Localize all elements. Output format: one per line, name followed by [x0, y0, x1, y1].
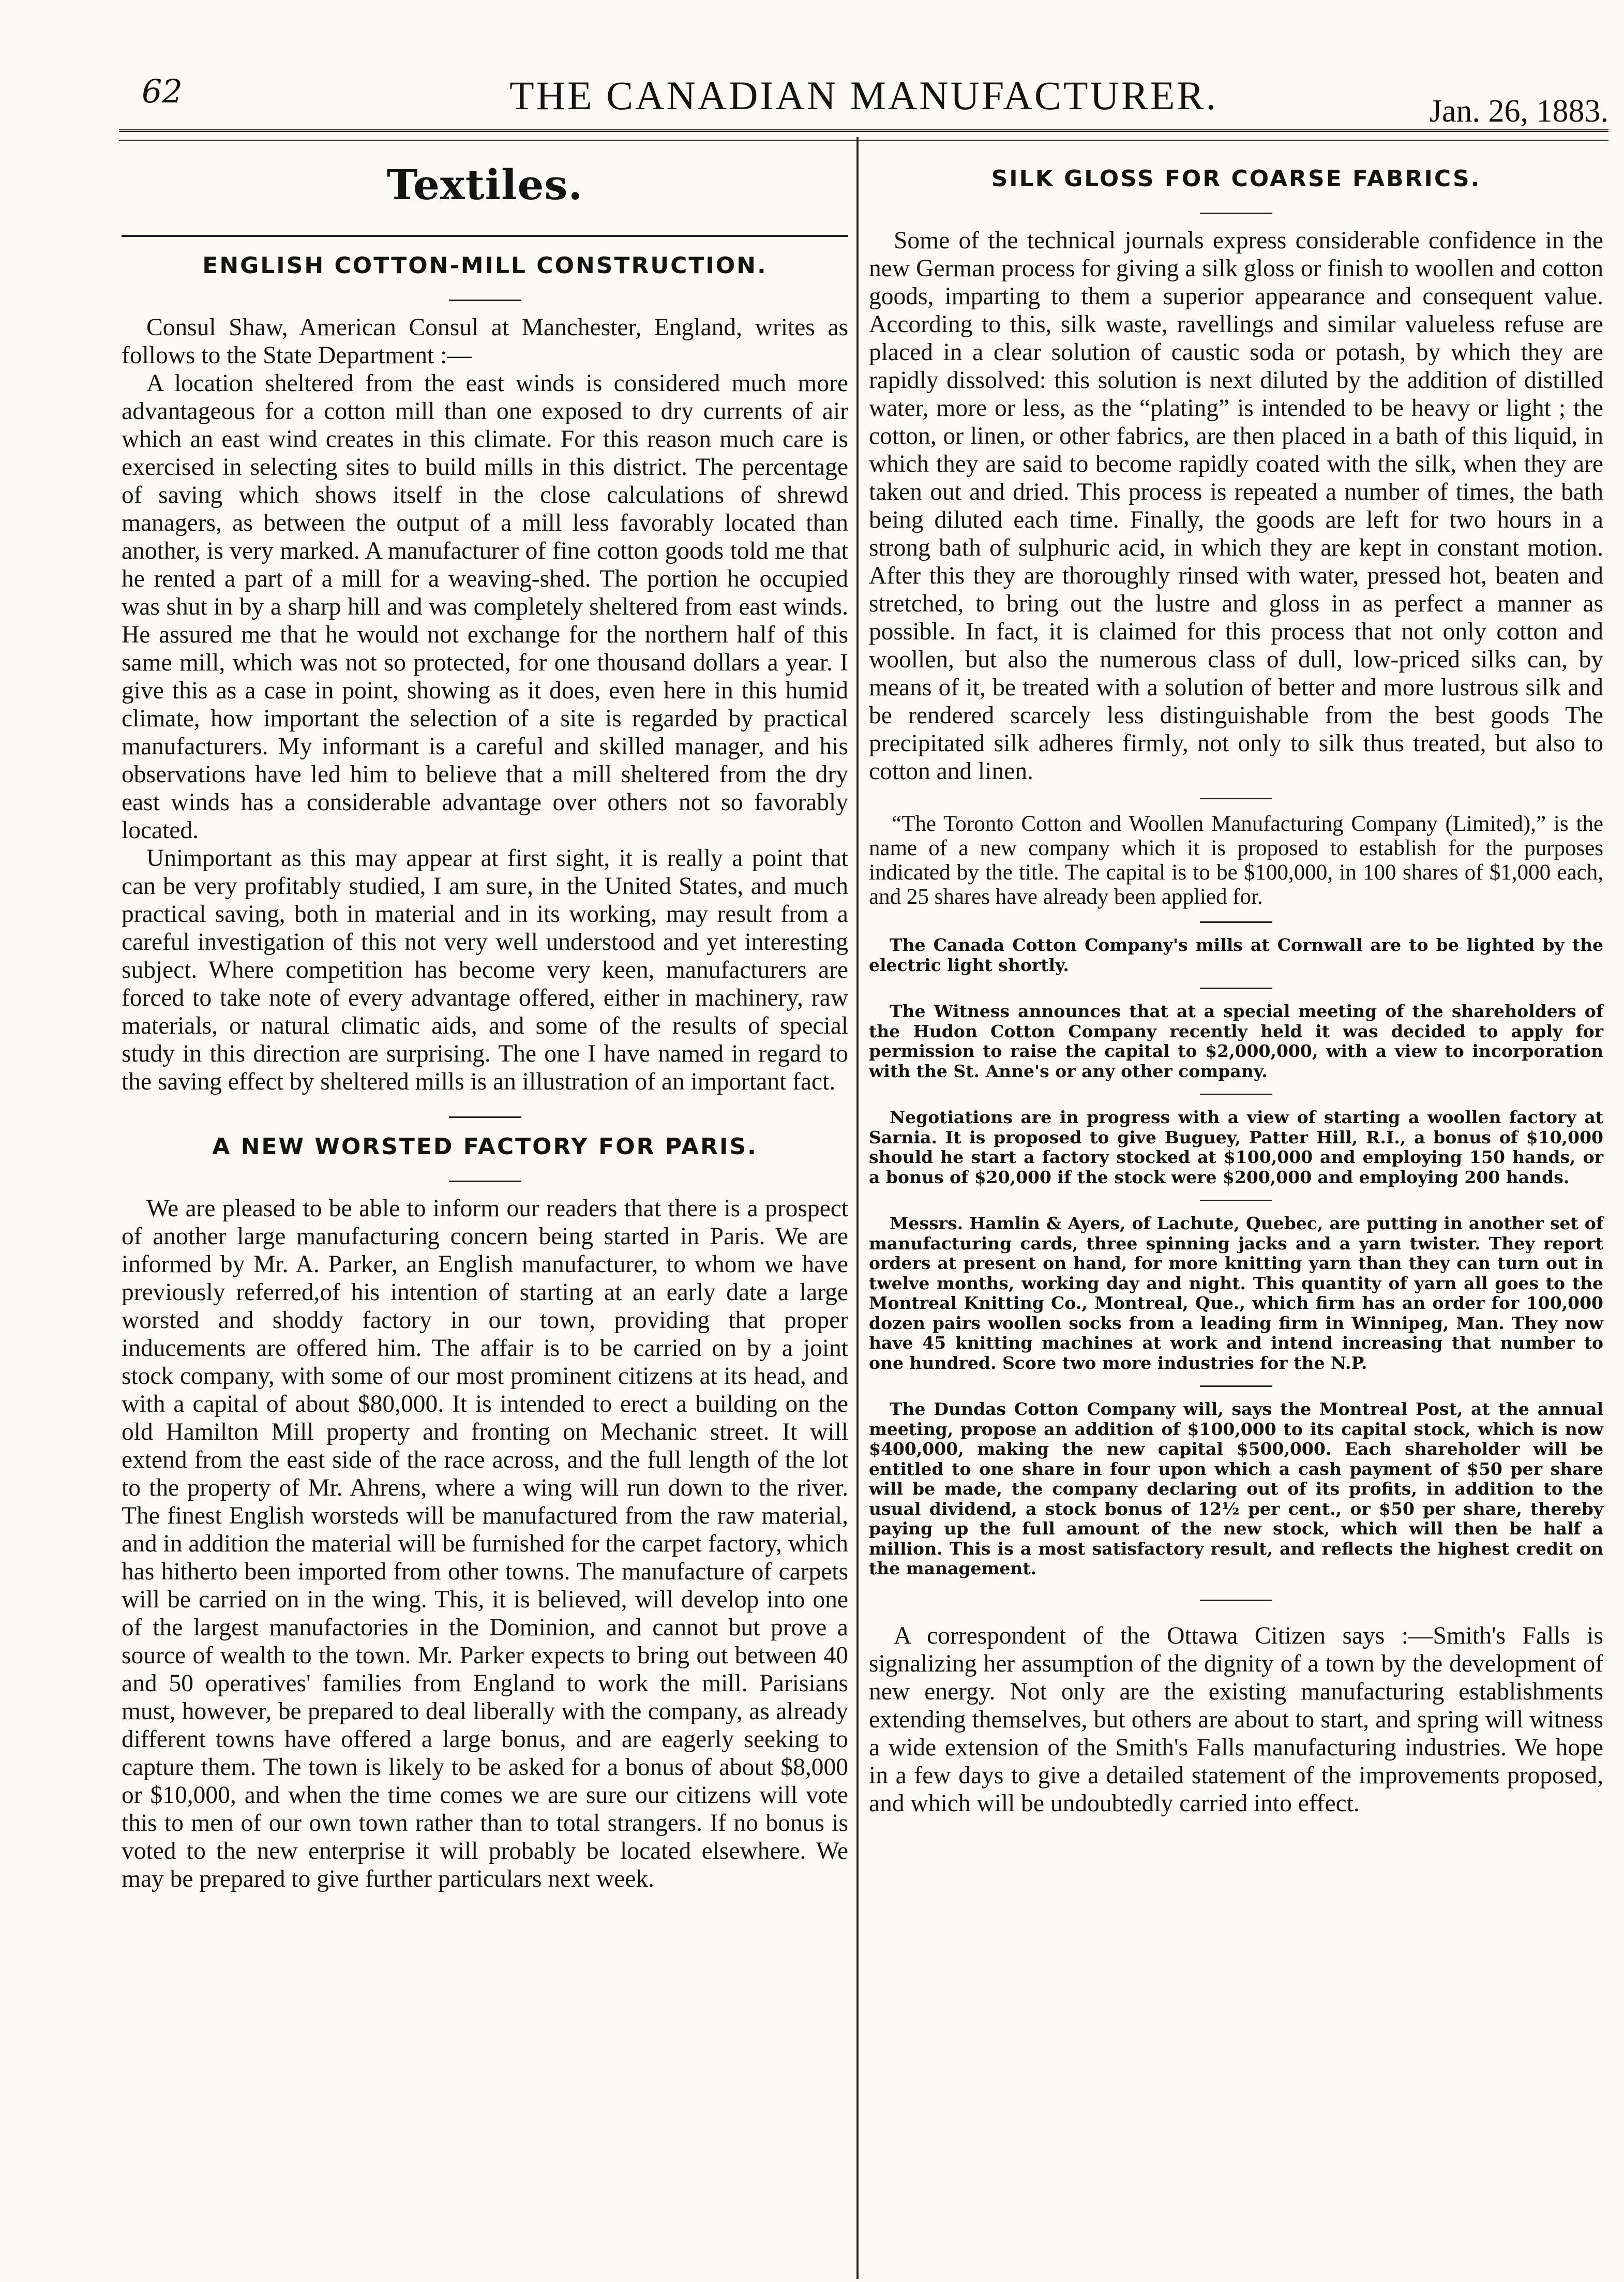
article-separator: [1200, 1200, 1272, 1201]
news-note: [869, 1214, 1603, 1373]
paragraph: A correspondent of the Ottawa Citizen says :—Smith's Falls is signalizing her assumption of the dignity of a town by the development of new energy. Not only are the existing manufacturing establishments extending themselves, but others are about to start, and spring will witness a wide extension of the Smith's Falls manufacturing industries. We hope in a few days to give a detailed statement of the improvements proposed, and which will be undoubtedly carried into effect.: [869, 1622, 1603, 1817]
section-rule: [122, 235, 848, 237]
article-title: A NEW WORSTED FACTORY FOR PARIS.: [212, 1133, 758, 1160]
left-column: [122, 140, 848, 1893]
article-title: ENGLISH COTTON-MILL CONSTRUCTION.: [202, 252, 768, 279]
news-note: [869, 812, 1603, 909]
column-divider: [856, 137, 859, 2279]
title-rule: [449, 1181, 521, 1182]
news-note: [869, 1399, 1603, 1579]
article-separator: [1200, 1600, 1272, 1601]
paragraph: Some of the technical journals express considerable confidence in the new German process for giving a silk gloss or finish to woollen and cotton goods, imparting to them a superior appearance and consequent value. According to this, silk waste, ravellings and similar valueless refuse are placed in a clear solution of caustic soda or potash, by which they are rapidly dissolved: this solution is next diluted by the addition of distilled water, more or less, as the “plating” is intended to be heavy or light ; the cotton, or linen, or other fabrics, are then placed in a bath of this liquid, in which they are said to become rapidly coated with the silk, when they are taken out and dried. This process is repeated a number of times, the bath being diluted each time. Finally, the goods are left for two hours in a strong bath of sulphuric acid, in which they are kept in constant motion. After this they are thoroughly rinsed with water, pressed hot, beaten and stretched, to bring out the lustre and gloss in as perfect a manner as possible. In fact, it is claimed for this process that not only cotton and woollen, but also the numerous class of dull, low-priced silks can, by means of it, be treated with a solution of better and more lustrous silk and be rendered scarcely less distinguishable from the best goods The precipitated silk adheres firmly, not only to silk thus treated, but also to cotton and linen.: [869, 227, 1603, 785]
news-note: [869, 1622, 1603, 1817]
article-body: [869, 227, 1603, 785]
article-separator: [449, 1116, 521, 1118]
page-header: [119, 72, 1608, 129]
paragraph: The Dundas Cotton Company will, says the Montreal Post, at the annual meeting, propose an addition of $100,000 to its capital stock, which is now $400,000, making the new capital $500,000. Each shareholder will be entitled to one share in four upon which a cash payment of $50 per share will be made, the company declaring out of its profits, in addition to the usual dividend, a stock bonus of 12½ per cent., or $50 per share, thereby paying up the full amount of the new stock, which will then be half a million. This is a most satisfactory result, and reflects the highest credit on the management.: [869, 1399, 1603, 1578]
article-separator: [1200, 921, 1272, 923]
article-separator: [1200, 988, 1272, 989]
title-rule: [1200, 213, 1272, 214]
article-separator: [1200, 798, 1272, 799]
page-number: 62: [142, 72, 183, 110]
paragraph: The Canada Cotton Company's mills at Cornwall are to be lighted by the electric light shortly.: [869, 935, 1603, 975]
paragraph: We are pleased to be able to inform our readers that there is a prospect of another large manufacturing concern being started in Paris. We are informed by Mr. A. Parker, an English manufacturer, to whom we have previously referred,of his intention of starting at an early date a large worsted and shoddy factory in our town, providing that proper inducements are offered him. The affair is to be carried on by a joint stock company, with some of our most prominent citizens at its head, and with a capital of about $80,000. It is intended to erect a building on the old Hamilton Mill property and fronting on Mechanic street. It will extend from the east side of the race across, and the full length of the lot to the property of Mr. Ahrens, where a wing will run down to the river. The finest English worsteds will be manufactured from the raw material, and in addition the material will be furnished for the carpet factory, which has hitherto been imported from other towns. The manufacture of carpets will be carried on in the wing. This, it is believed, will develop into one of the largest manufactories in the Dominion, and cannot but prove a source of wealth to the town. Mr. Parker expects to bring out between 40 and 50 operatives' families from England to work the mill. Parisians must, however, be prepared to deal liberally with the company, as already different towns have offered a large bonus, and are eagerly seeking to capture them. The town is likely to be asked for a bonus of about $8,000 or $10,000, and when the time comes we are sure our citizens will vote this to men of our own town rather than to total strangers. If no bonus is voted to the new enterprise it will probably be located elsewhere. We may be prepared to give further particulars next week.: [122, 1195, 848, 1892]
paragraph: Negotiations are in progress with a view of starting a woollen factory at Sarnia. It is proposed to give Buguey, Patter Hill, R.I., a bonus of $10,000 should he start a factory stocked at $100,000 and employing 150 hands, or a bonus of $20,000 if the stock were $200,000 and employing 200 hands.: [869, 1107, 1603, 1187]
department-heading: Textiles.: [386, 160, 583, 209]
news-note: [869, 935, 1603, 975]
paragraph: A location sheltered from the east winds is considered much more advantageous for a cotton mill than one exposed to dry currents of air which an east wind creates in this climate. For this reason much care is exercised in selecting sites to build mills in this district. The percentage of saving which shows itself in the close calculations of shrewd managers, as between the output of a mill less favorably located than another, is very marked. A manufacturer of fine cotton goods told me that he rented a part of a mill for a weaving-shed. The portion he occupied was shut in by a sharp hill and was completely sheltered from east winds. He assured me that he would not exchange for the northern half of this same mill, which was not so protected, for one thousand dollars a year. I give this as a case in point, showing as it does, even here in this humid climate, how important the selection of a site is regarded by practical manufacturers. My informant is a careful and skilled manager, and his observations have led him to believe that a mill sheltered from the dry east winds has a considerable advantage over others not so favorably located.: [122, 370, 848, 844]
title-rule: [449, 300, 521, 301]
article-body: [122, 1195, 848, 1893]
header-rule: [119, 129, 1608, 132]
news-note: [869, 1108, 1603, 1187]
paragraph: Consul Shaw, American Consul at Manchester, England, writes as follows to the State Department :—: [122, 314, 848, 369]
news-note: [869, 1002, 1603, 1081]
paragraph: The Witness announces that at a special meeting of the shareholders of the Hudon Cotton Company recently held it was decided to apply for permission to raise the capital to $2,000,000, with a view to incorporation with the St. Anne's or any other company.: [869, 1001, 1603, 1081]
article-title: SILK GLOSS FOR COARSE FABRICS.: [991, 166, 1481, 192]
paragraph: “The Toronto Cotton and Woollen Manufacturing Company (Limited),” is the name of a new company which it is proposed to establish for the purposes indicated by the title. The capital is to be $100,000, in 100 shares of $1,000 each, and 25 shares have already been applied for.: [869, 812, 1603, 909]
article-separator: [1200, 1094, 1272, 1095]
issue-date: Jan. 26, 1883.: [1429, 94, 1608, 129]
right-column: [869, 140, 1603, 1817]
journal-title: THE CANADIAN MANUFACTURER.: [509, 73, 1219, 118]
paragraph: Unimportant as this may appear at first sight, it is really a point that can be very profitably studied, I am sure, in the United States, and much practical saving, both in material and in its working, may result from a careful investigation of this not very well understood and yet interesting subject. Where competition has become very keen, manufacturers are forced to take note of every advantage offered, either in machinery, raw materials, or natural climatic aids, and some of the results of special study in this direction are surprising. The one I have named in regard to the saving effect by sheltered mills is an illustration of an important fact.: [122, 845, 848, 1095]
paragraph: Messrs. Hamlin & Ayers, of Lachute, Quebec, are putting in another set of manufacturing cards, three spinning jacks and a yarn twister. They report orders at present on hand, for more knitting yarn than they can turn out in twelve months, working day and night. This quantity of yarn all goes to the Montreal Knitting Co., Montreal, Que., which firm has an order for 100,000 dozen pairs woollen socks from a leading firm in Winnipeg, Man. They now have 45 knitting machines at work and intend increasing that number to one hundred. Score two more industries for the N.P.: [869, 1213, 1603, 1373]
article-separator: [1200, 1385, 1272, 1387]
article-body: [122, 314, 848, 1096]
